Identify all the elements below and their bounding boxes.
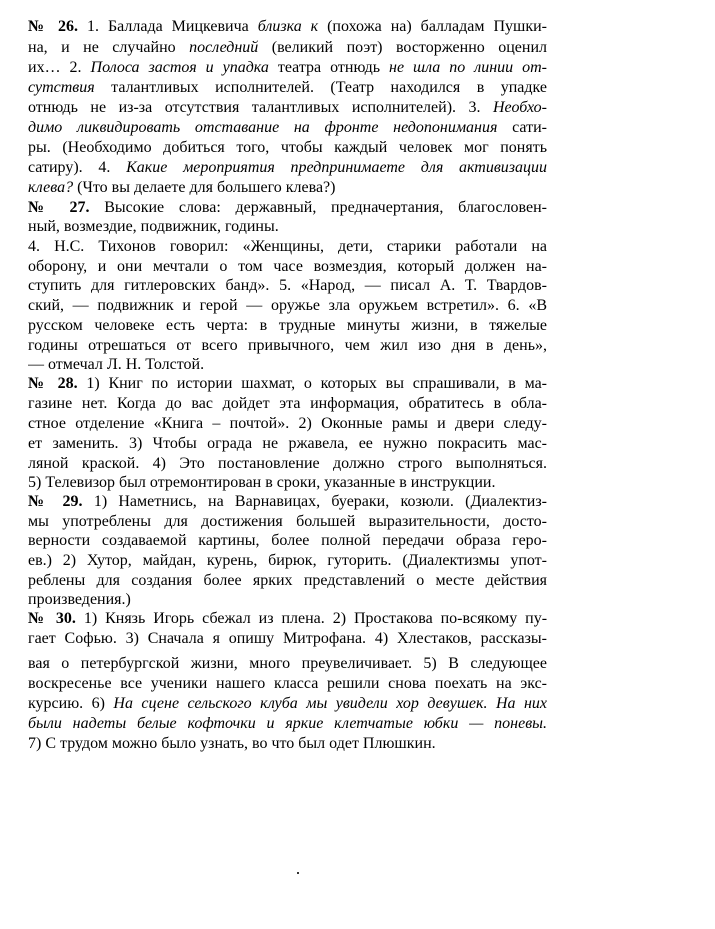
text-segment: 1) Наметнись, на Варнавицах, буераки, козюли. (Диалектиз-: [93, 493, 547, 510]
text-segment: гает Софью. 3) Сначала я опишу Митрофана. 4) Хлестаков, рассказы-: [28, 630, 547, 647]
text-line: [28, 118, 547, 137]
text-segment: 1) Князь Игорь сбежал из плена. 2) Простакова по-всякому пу-: [83, 610, 547, 627]
text-line: [28, 492, 547, 511]
exercise-number: № 27.: [28, 199, 90, 216]
text-segment: ступить для гитлеровских банд». 5. «Народ, — писал А. Т. Твардов-: [28, 277, 547, 294]
text-segment: талантливых исполнителей. (Театр находился в упадке: [94, 79, 547, 96]
text-line: [28, 257, 547, 276]
text-line: [28, 38, 547, 57]
text-segment: 7) С трудом можно было узнать, во что был одет Плюшкин.: [28, 735, 436, 752]
text-segment: 4. Н.С. Тихонов говорил: «Женщины, дети, старики работали на: [28, 238, 547, 255]
text-line: [28, 571, 547, 590]
text-segment: театра отнюдь: [268, 59, 390, 76]
text-line: [28, 590, 547, 609]
text-line: [28, 714, 547, 733]
text-line: [28, 17, 547, 36]
text-segment: ет заменить. 3) Чтобы ограда не ржавела, ее нужно покрасить мас-: [28, 435, 547, 452]
text-segment: оборону, и они мечтали о том часе возмездия, который должен на-: [28, 258, 547, 275]
text-segment: (Что вы делаете для большего клева?): [73, 179, 336, 196]
text-segment: вая о петербургской жизни, много преувеличивает. 5) В следующее: [28, 655, 547, 672]
text-segment: их… 2.: [28, 59, 91, 76]
text-line: [28, 58, 547, 77]
text-segment: отнюдь не из-за отсутствия талантливых исполнителей). 3.: [28, 99, 493, 116]
exercise-number: № 26.: [28, 18, 79, 35]
text-segment: Высокие слова: державный, предначертания, благословен-: [104, 199, 547, 216]
text-segment: реблены для создания более ярких представлений о месте действия: [28, 572, 547, 589]
text-line: [28, 276, 547, 295]
text-segment: ляной краской. 4) Это постановление должно строго выполняться.: [28, 455, 547, 472]
text-line: [28, 198, 547, 217]
text-line: [28, 178, 547, 197]
text-segment: ры. (Необходимо добиться того, чтобы каждый человек мог понять: [28, 139, 547, 156]
text-line: [28, 551, 547, 570]
text-segment: (великий поэт) восторженно оценил: [258, 39, 547, 56]
text-line: [28, 296, 547, 315]
text-segment: (похожа на) балладам Пушки-: [318, 18, 547, 35]
text-line: [28, 512, 547, 531]
text-segment: мы употреблены для достижения большей выразительности, досто-: [28, 513, 547, 530]
text-line: [28, 374, 547, 393]
text-line: [28, 98, 547, 117]
text-segment: 5) Телевизор был отремонтирован в сроки, указанные в инструкции.: [28, 474, 496, 491]
text-segment: газине нет. Когда до вас дойдет эта информация, обратитесь в обла-: [28, 395, 547, 412]
text-line: [28, 434, 547, 453]
italic-text: Какие мероприятия предпринимаете для активизации: [126, 159, 547, 176]
text-line: [28, 237, 547, 256]
italic-text: последний: [189, 39, 259, 56]
exercise-number: № 29.: [28, 493, 83, 510]
text-segment: годины отрешаться от всего привычного, чем жил изо дня в день»,: [28, 337, 547, 354]
text-line: [28, 654, 547, 673]
italic-text: Полоса застоя и упадка: [90, 59, 269, 76]
text-segment: 1) Книг по истории шахмат, о которых вы спрашивали, в ма-: [86, 375, 547, 392]
text-line: [28, 355, 547, 374]
italic-text: были надеты белые кофточки и яркие клетчатые юбки — поневы.: [28, 715, 547, 732]
text-segment: ев.) 2) Хутор, майдан, курень, бирюк, гуторить. (Диалектизмы упот-: [28, 552, 547, 569]
text-line: [28, 217, 547, 236]
text-segment: верности создаваемой картины, более полной передачи образа геро-: [28, 532, 547, 549]
text-line: [28, 674, 547, 693]
text-line: [28, 138, 547, 157]
italic-text: На сцене сельского клуба мы увидели хор девушек. На них: [113, 695, 547, 712]
italic-text: клева?: [28, 179, 74, 196]
text-line: [28, 454, 547, 473]
italic-text: близка к: [257, 18, 319, 35]
text-segment: на, и не случайно: [28, 39, 190, 56]
text-segment: сатиру). 4.: [28, 159, 127, 176]
text-segment: 1. Баллада Мицкевича: [86, 18, 258, 35]
text-line: [28, 414, 547, 433]
text-segment: произведения.): [28, 591, 131, 608]
text-segment: курсию. 6): [28, 695, 114, 712]
text-segment: — отмечал Л. Н. Толстой.: [28, 356, 205, 373]
text-segment: русском человеке есть черта: в трудные минуты жизни, в тяжелые: [28, 317, 547, 334]
italic-text: сутствия: [28, 79, 95, 96]
italic-text: Необхо-: [493, 99, 547, 116]
text-line: [28, 316, 547, 335]
text-line: [28, 336, 547, 355]
text-line: [28, 694, 547, 713]
exercise-number: № 30.: [28, 610, 76, 627]
text-line: [28, 473, 547, 492]
text-segment: стное отделение «Книга – почтой». 2) Оконные рамы и двери следу-: [28, 415, 547, 432]
text-line: [28, 531, 547, 550]
text-line: [28, 158, 547, 177]
stray-dot: [297, 872, 299, 874]
text-segment: ный, возмездие, подвижник, годины.: [28, 218, 279, 235]
italic-text: димо ликвидировать отставание на фронте недопонимания: [28, 119, 498, 136]
text-line: [28, 609, 547, 628]
exercise-number: № 28.: [28, 375, 78, 392]
italic-text: не шла по линии от-: [389, 59, 547, 76]
text-line: [28, 629, 547, 648]
text-segment: сати-: [497, 119, 547, 136]
text-segment: воскресенье все ученики нашего класса решили снова поехать на экс-: [28, 675, 547, 692]
text-segment: ский, — подвижник и герой — оружье зла оружьем встретил». 6. «В: [28, 297, 547, 314]
text-line: [28, 734, 547, 753]
text-line: [28, 394, 547, 413]
text-line: [28, 78, 547, 97]
